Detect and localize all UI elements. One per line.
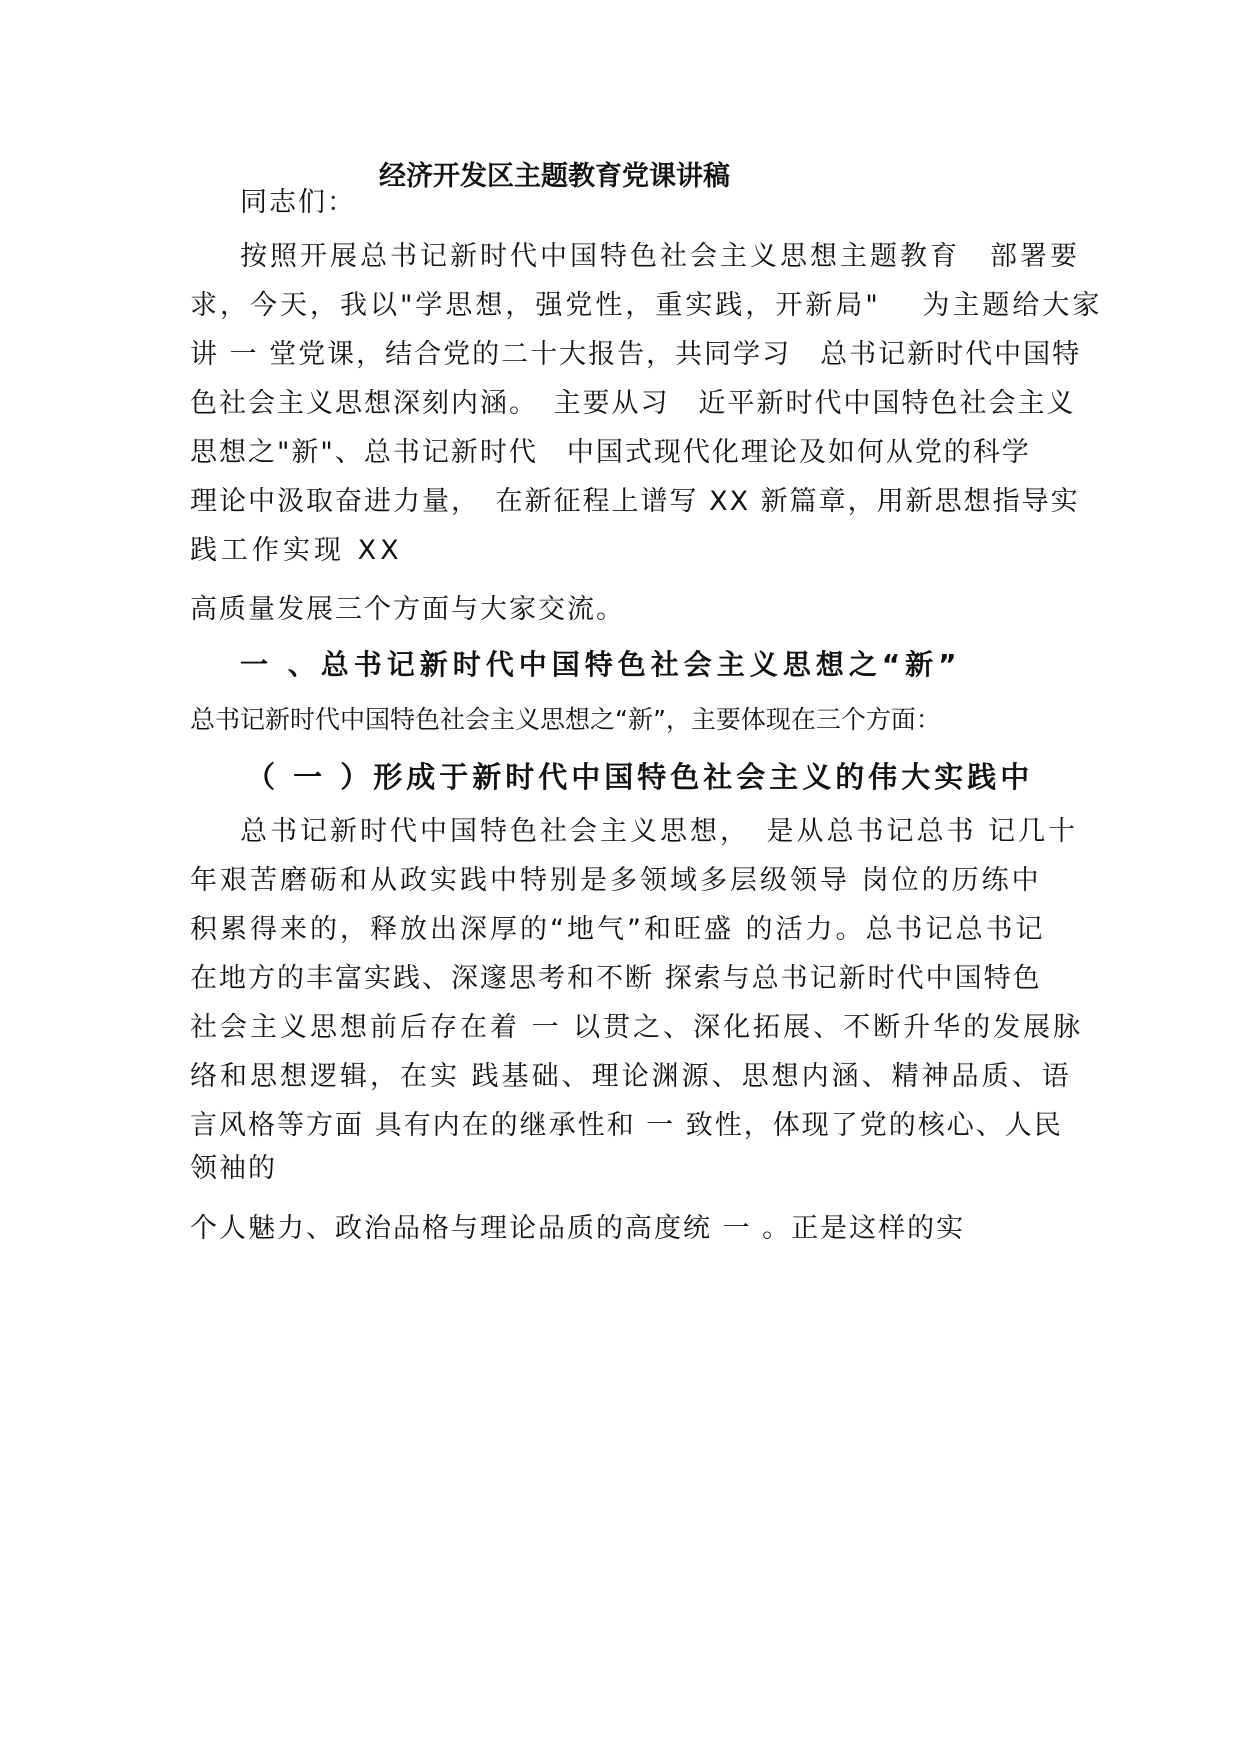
section-intro: 总书记新时代中国特色社会主义思想之“新”，主要体现在三个方面： xyxy=(190,705,941,734)
paragraph-2-line-1: 总书记新时代中国特色社会主义思想， 是从总书记总书 记几十 xyxy=(240,816,1079,847)
paragraph-2-line-5: 社会主义思想前后存在着 一 以贯之、深化拓展、不断升华的发展脉 xyxy=(190,1012,1084,1043)
paragraph-1-line-4: 色社会主义思想深刻内涵。 主要从习 近平新时代中国特色社会主义 xyxy=(190,388,1076,419)
paragraph-2-line-7: 言风格等方面 具有内在的继承性和 一 致性，体现了党的核心、人民 xyxy=(190,1110,1063,1141)
paragraph-2-line-8: 领袖的 xyxy=(190,1153,277,1184)
paragraph-1-line-7: 践工作实现 XX xyxy=(190,535,403,566)
paragraph-2-line-4: 在地方的丰富实践、深邃思考和不断 探索与总书记新时代中国特色 xyxy=(190,963,1042,994)
paragraph-1-line-6: 理论中汲取奋进力量， 在新征程上谱写 XX 新篇章，用新思想指导实 xyxy=(190,486,1080,517)
salutation: 同志们： xyxy=(240,187,356,218)
paragraph-1-tail: 高质量发展三个方面与大家交流。 xyxy=(190,594,625,625)
paragraph-2-line-2: 年艰苦磨砺和从政实践中特别是多领域多层级领导 岗位的历练中 xyxy=(190,865,1042,896)
paragraph-2-line-6: 络和思想逻辑，在实 践基础、理论渊源、思想内涵、精神品质、语 xyxy=(190,1061,1072,1092)
paragraph-1-line-1: 按照开展总书记新时代中国特色社会主义思想主题教育 部署要 xyxy=(240,241,1080,272)
paragraph-2-tail: 个人魅力、政治品格与理论品质的高度统 一 。正是这样的实 xyxy=(190,1213,966,1244)
paragraph-1-line-5: 思想之"新"、总书记新时代 中国式现代化理论及如何从党的科学 xyxy=(190,437,1031,468)
paragraph-1-line-3: 讲 一 堂党课，结合党的二十大报告，共同学习 总书记新时代中国特 xyxy=(190,339,1082,370)
section-heading-1: 一 、总书记新时代中国特色社会主义思想之“新” xyxy=(240,648,962,681)
document-title: 经济开发区主题教育党课讲稿 xyxy=(379,161,730,192)
paragraph-2-line-3: 积累得来的，释放出深厚的“地气”和旺盛 的活力。总书记总书记 xyxy=(190,914,1046,945)
paragraph-1-line-2: 求，今天，我以"学思想，强党性，重实践，开新局" 为主题给大家 xyxy=(190,290,1103,321)
subsection-heading-1: （ 一 ）形成于新时代中国特色社会主义的伟大实践中 xyxy=(246,760,1034,794)
